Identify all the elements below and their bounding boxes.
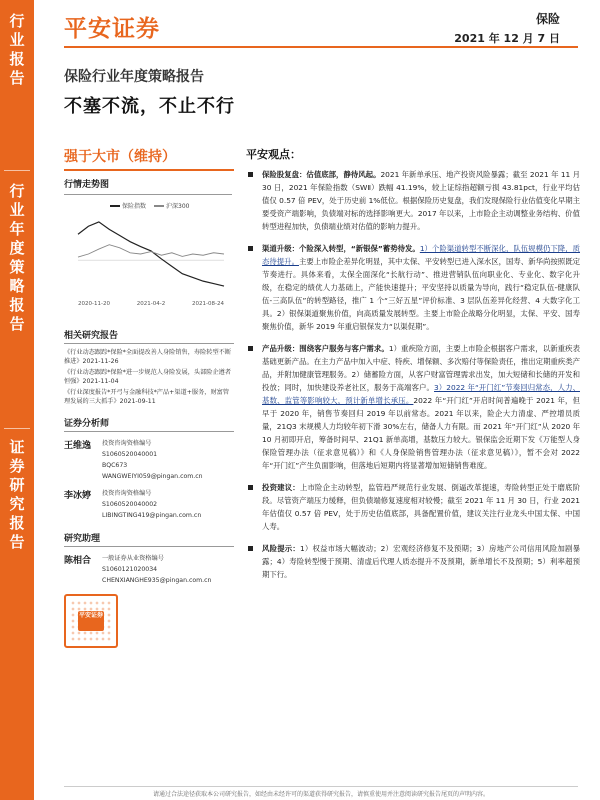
side-char: 行 (9, 182, 25, 200)
related-reports-list (64, 348, 234, 406)
bullet-icon (248, 546, 253, 551)
viewpoints-heading: 平安观点： (246, 148, 301, 161)
viewpoint-paragraph (246, 481, 580, 533)
side-char: 报 (9, 514, 25, 532)
viewpoints-list (246, 168, 580, 581)
footer-disclaimer: 请通过合法途径获取本公司研究报告，如经由未经许可的渠道获得研究报告，请慎重使用并注意阅读研究报告尾页的声明内容。 (64, 786, 578, 798)
viewpoint-lead: 风险提示： (262, 544, 300, 553)
person-info-line: LIBINGTING419@pingan.com.cn (102, 512, 202, 519)
side-char: 券 (9, 457, 25, 475)
person-info-line: BQC673 (102, 462, 128, 469)
side-char: 告 (9, 69, 25, 87)
person-row (64, 553, 234, 586)
side-label-report-type (0, 12, 34, 88)
person-info-line: WANGWEIYI059@pingan.com.cn (102, 473, 203, 480)
right-column (246, 146, 580, 590)
bullet-icon (248, 346, 253, 351)
viewpoint-paragraph (246, 542, 580, 581)
report-headline: 不塞不流，不止不行 (64, 96, 235, 117)
person-name: 陈相合 (64, 556, 92, 566)
side-char: 度 (9, 239, 25, 257)
company-logo: 平安证券 (64, 16, 160, 42)
viewpoint-paragraph (246, 342, 580, 472)
person-name: 李冰婷 (64, 491, 92, 501)
viewpoint-lead: 产品升级：围绕客户服务与客户需求。 (262, 344, 389, 353)
header-rule (64, 46, 578, 48)
person-name: 王维逸 (64, 441, 92, 451)
chart-x-tick-label: 2021-04-2 (136, 301, 166, 307)
viewpoint-paragraph (246, 242, 580, 333)
viewpoint-lead: 投资建议： (262, 483, 300, 492)
assistants-heading: 研究助理 (64, 531, 234, 547)
side-char: 告 (9, 315, 25, 333)
analysts-heading: 证券分析师 (64, 416, 234, 432)
related-report-item: 《行业动态跟踪*保险*全面提改善人身险销售，寿险转型不断推进》2021-11-26 (64, 349, 232, 365)
person-info-line: S1060121020034 (102, 566, 158, 573)
side-char: 业 (9, 31, 25, 49)
viewpoint-tail: 2022 年“开门红”开启时间普遍晚于 2021 年，但早于 2020 年，销售节奏回归 2019 年以前常态。2021 年以来，险企大力清虚、严控增员质量，21Q3 末规模人力均较年初下滑 30%左右，储备人力有限。而 2021 年“开门红”从 2020 年 10 月初即开启，筹备时间早、21Q1 新单高增，基数压力较大。银保监会近期下发《万能型人身保险管理办法（征求意见稿）》和《人身保险销售管理办法（征求意见稿）》，暂不会对 2022 年“开门红”产生负面影响，但落地后短期内将显著增加短储销售难度。 (262, 396, 580, 470)
side-char: 行 (9, 12, 25, 30)
person-info-line: S1060520040001 (102, 451, 158, 458)
chart-legend (110, 201, 189, 210)
viewpoint-highlight: 3）2022 年“开门红”节奏回归常态，人力、基数、监管等影响较大，预计新单增长承压。 (262, 383, 580, 405)
side-char: 略 (9, 277, 25, 295)
person-row (64, 488, 234, 521)
legend-item-hs300: 沪深300 (154, 201, 189, 210)
left-column (64, 146, 234, 648)
person-info (102, 438, 234, 482)
person-row (64, 438, 234, 482)
side-char: 年 (9, 220, 25, 238)
rating-label: 强于大市（维持） (64, 146, 234, 171)
legend-item-insurance: 保险指数 (110, 201, 146, 210)
side-char: 研 (9, 476, 25, 494)
side-char: 证 (9, 438, 25, 456)
person-info-line: 一般证券从业资格编号 (102, 555, 164, 562)
side-char: 究 (9, 495, 25, 513)
trend-chart-svg (64, 195, 232, 315)
qr-code (64, 594, 118, 648)
person-info-line: 投资咨询资格编号 (102, 440, 152, 447)
viewpoint-tail: 主要上市险企差异化明显，其中太保、平安转型已进入深水区，国寿、新华尚按照既定节奏进行。具体来看，太保全面深化“长航行动”、推进营销队伍向职业化、专业化、数字化升级，在稳定的绩优人力基础上，产能快速提升；平安坚持以质量为导向，践行“稳定队伍-健康队伍-三高队伍”的转型路径，推广 1 个“三好五星”评价标准、3 层队伍差异化经营、4 大数字化工具。2）银保渠道聚焦价值，向高质量发展转型。主要上市险企战略分化明显，太保、平安、国寿聚焦价值，新华 2019 年重启银保发力“以渠促期”。 (262, 257, 580, 331)
viewpoint-text: 1）权益市场大幅波动；2）宏观经济修复不及预期；3）房地产公司信用风险加剧暴露；4）寿险转型慢于预期、清虚后代理人质态提升不及预期，新单增长不及预期；5）利率超预期下行。 (262, 544, 580, 579)
bullet-icon (248, 485, 253, 490)
viewpoint-highlight: 1）个险渠道转型不断深化，队伍规模仍下降，质态待提升。 (262, 244, 580, 266)
qr-logo: 平安证券 (78, 611, 104, 631)
person-info-line: S1060520040002 (102, 501, 158, 508)
related-reports-heading: 相关研究报告 (64, 328, 234, 344)
side-strip (0, 0, 34, 800)
side-divider (4, 428, 30, 429)
viewpoint-text: 2021 年新单承压、地产投资风险暴露；截至 2021 年 11 月 30 日，2021 年保险指数（SWⅡ）跌幅 41.19%，较上证综指超额亏损 43.81pct，行业平均估值仅 0.57 倍 PEV，处于历史前 1%低位。根据保险历史复盘，我们发现保险行业估值变化早期主要受资产端影响，负债端对标的选择影响更大。2017 年以来，上市险企主动调整业务结构、价值转型进程加快，负债端业绩对估值的影响力提升。 (262, 170, 580, 231)
side-label-annual-strategy (0, 182, 34, 334)
related-report-item: 《行业深度报告*开弓与金融科技*产品+渠道+服务，财富管理发展的三大抓手》2021-09-11 (64, 389, 230, 405)
report-date: 2021 年 12 月 7 日 (454, 32, 560, 45)
bullet-icon (248, 246, 253, 251)
person-info-line: CHENXIANGHE935@pingan.com.cn (102, 577, 212, 584)
viewpoint-text: 上市险企主动转型，监管趋严规范行业发展、倒逼改革提速，寿险转型正处于磨底阶段。尽管资产端压力缓释，但负债端修复速度相对较慢；截至 2021 年 11 月 30 日，行业 2021 年估值仅 0.57 倍 PEV，处于历史估值底部，具备配置价值，建议关注行业龙头中国太保、中国人寿。 (262, 483, 580, 531)
side-char: 报 (9, 296, 25, 314)
bullet-icon (248, 172, 253, 177)
side-divider (4, 170, 30, 171)
side-char: 业 (9, 201, 25, 219)
viewpoint-lead: 保险股复盘：估值底部，静待风起。 (262, 170, 381, 179)
viewpoint-lead: 渠道升级：个险深入转型，“新银保”蓄势待发。 (262, 244, 420, 253)
viewpoint-paragraph (246, 168, 580, 233)
sector-label: 保险 (535, 12, 560, 26)
chart-x-tick-label: 2020-11-20 (78, 301, 110, 307)
related-report-item: 《行业动态跟踪*保险*进一步规范人身险发展，头部险企遵者恒强》2021-11-04 (64, 369, 232, 385)
trend-chart (64, 194, 232, 314)
person-info (102, 553, 234, 586)
chart-x-tick-label: 2021-08-24 (192, 301, 224, 307)
viewpoint-text: 1）重疾险方面，主要上市险企根据客户需求，以新重疾表基础更新产品。在主力产品中加入中症、特疾、增保额、多次赔付等保险责任，推出定期重疾类产品，并附加健康管理服务。2）储蓄险方面，从客户财富管理需求出发，加大短储和长储的开发和投放；同时，加快建设养老社区，服务于高端客户。 (262, 344, 580, 392)
assistants-list (64, 553, 234, 586)
trend-heading: 行情走势图 (64, 180, 110, 190)
side-char: 告 (9, 533, 25, 551)
chart-series-line-0 (78, 222, 224, 286)
side-label-securities-research (0, 438, 34, 552)
analysts-list (64, 438, 234, 521)
side-char: 策 (9, 258, 25, 276)
report-title: 保险行业年度策略报告 (64, 69, 204, 85)
side-char: 报 (9, 50, 25, 68)
person-info-line: 投资咨询资格编号 (102, 490, 152, 497)
person-info (102, 488, 234, 521)
